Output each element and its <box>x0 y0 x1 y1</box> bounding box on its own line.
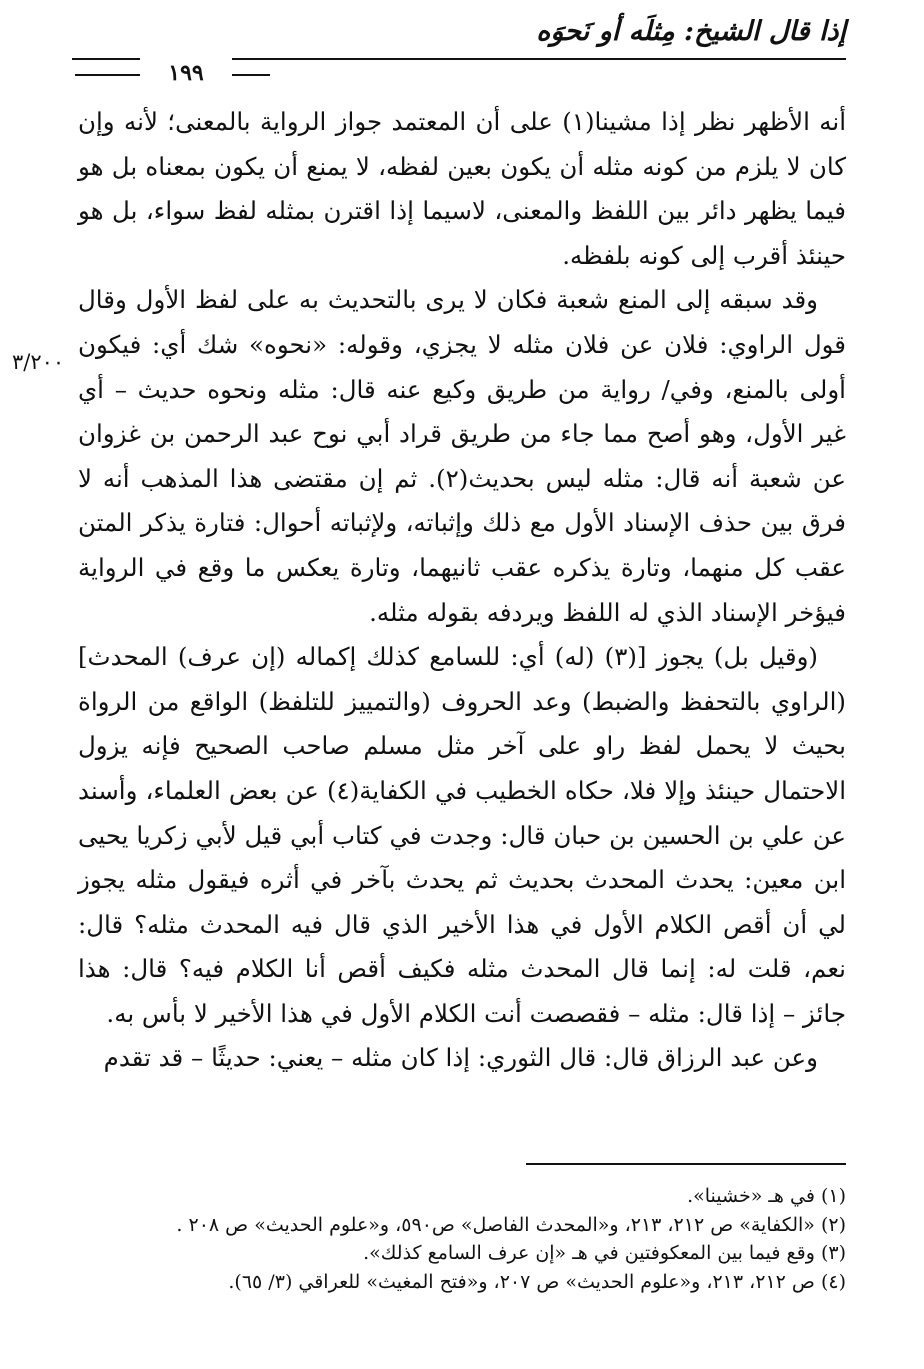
running-header-title: إذا قال الشيخ: مِثلَه أو نَحوَه <box>536 16 846 47</box>
paragraph-4: وعن عبد الرزاق قال: قال الثوري: إذا كان مثله – يعني: حديثًا – قد تقدم <box>103 1043 818 1073</box>
margin-reference: ٣/٢٠٠ <box>12 350 65 374</box>
page-number-rule-right <box>232 74 270 76</box>
main-text <box>78 100 846 1081</box>
paragraph-2: وقد سبقه إلى المنع شعبة فكان لا يرى بالتحديث به على لفظ الأول وقال قول الراوي: فلان عن فلان مثله لا يجزي، وقوله: «نحوه» شك أي: فيكون أولى بالمنع، وفي/ رواية من طريق وكيع عنه قال: مثله ونحوه حديث – أي غير الأول، وهو أصح مما جاء من طريق قراد أبي نوح عبد الرحمن بن غزوان عن شعبة أنه قال: مثله ليس بحديث(٢). ثم إن مقتضى هذا المذهب أنه لا فرق بين حذف الإسناد الأول مع ذلك وإثباته، ولإثباته أحوال: فتارة يذكر المتن عقب كل منهما، وتارة يذكره عقب ثانيهما، وتارة يعكس ما وقع في الرواية فيؤخر الإسناد الذي له اللفظ ويردفه بقوله مثله. <box>78 285 846 627</box>
footnote-4: (٤) ص ٢١٢، ٢١٣، و«علوم الحديث» ص ٢٠٧، و«فتح المغيث» للعراقي (٣/ ٦٥). <box>228 1270 846 1293</box>
footnote-rule <box>526 1163 846 1165</box>
paragraph-3: (وقيل بل) يجوز [(٣) (له) أي: للسامع كذلك إكماله (إن عرف) المحدث] (الراوي بالتحفظ والضبط) وعد الحروف (والتمييز للتلفظ) الواقع من الرواة بحيث لا يحمل لفظ راو على آخر مثل مسلم صاحب الصحيح فإنه يزول الاحتمال حينئذ وإلا فلا، حكاه الخطيب في الكفاية(٤) عن بعض العلماء، وأسند عن علي بن الحسين بن حبان قال: وجدت في كتاب أبي قيل لأبي زكريا يحيى ابن معين: يحدث المحدث بحديث ثم يحدث بآخر في أثره فيقول مثله يجوز لي أن أقص الكلام الأول في هذا الأخير الذي قال فيه المحدث مثله؟ قال: نعم، قلت له: إنما قال المحدث مثله فكيف أقص أنا الكلام فيه؟ قال: هذا جائز – إذا قال: مثله – فقصصت أنت الكلام الأول في هذا الأخير لا بأس به. <box>78 642 846 1028</box>
footnote-3: (٣) وقع فيما بين المعكوفتين في هـ «إن عرف السامع كذلك». <box>363 1242 846 1264</box>
page-number: ١٩٩ <box>140 58 232 88</box>
footnote-1: (١) في هـ «خشينا». <box>687 1185 846 1207</box>
footnotes <box>78 1182 846 1296</box>
footnote-2: (٢) «الكفاية» ص ٢١٢، ٢١٣، و«المحدث الفاصل» ص٥٩٠، و«علوم الحديث» ص ٢٠٨ . <box>176 1213 846 1236</box>
paragraph-1: أنه الأظهر نظر إذا مشينا(١) على أن المعتمد جواز الرواية بالمعنى؛ لأنه وإن كان لا يلزم من كونه مثله أن يكون بعين لفظه، لا يمنع أن يكون بمعناه بل هو فيما يظهر دائر بين اللفظ والمعنى، لاسيما إذا اقترن بمثله لفظ سواء، بل هو حينئذ أقرب إلى كونه بلفظه. <box>78 107 846 270</box>
page-number-rule-left <box>75 74 140 76</box>
